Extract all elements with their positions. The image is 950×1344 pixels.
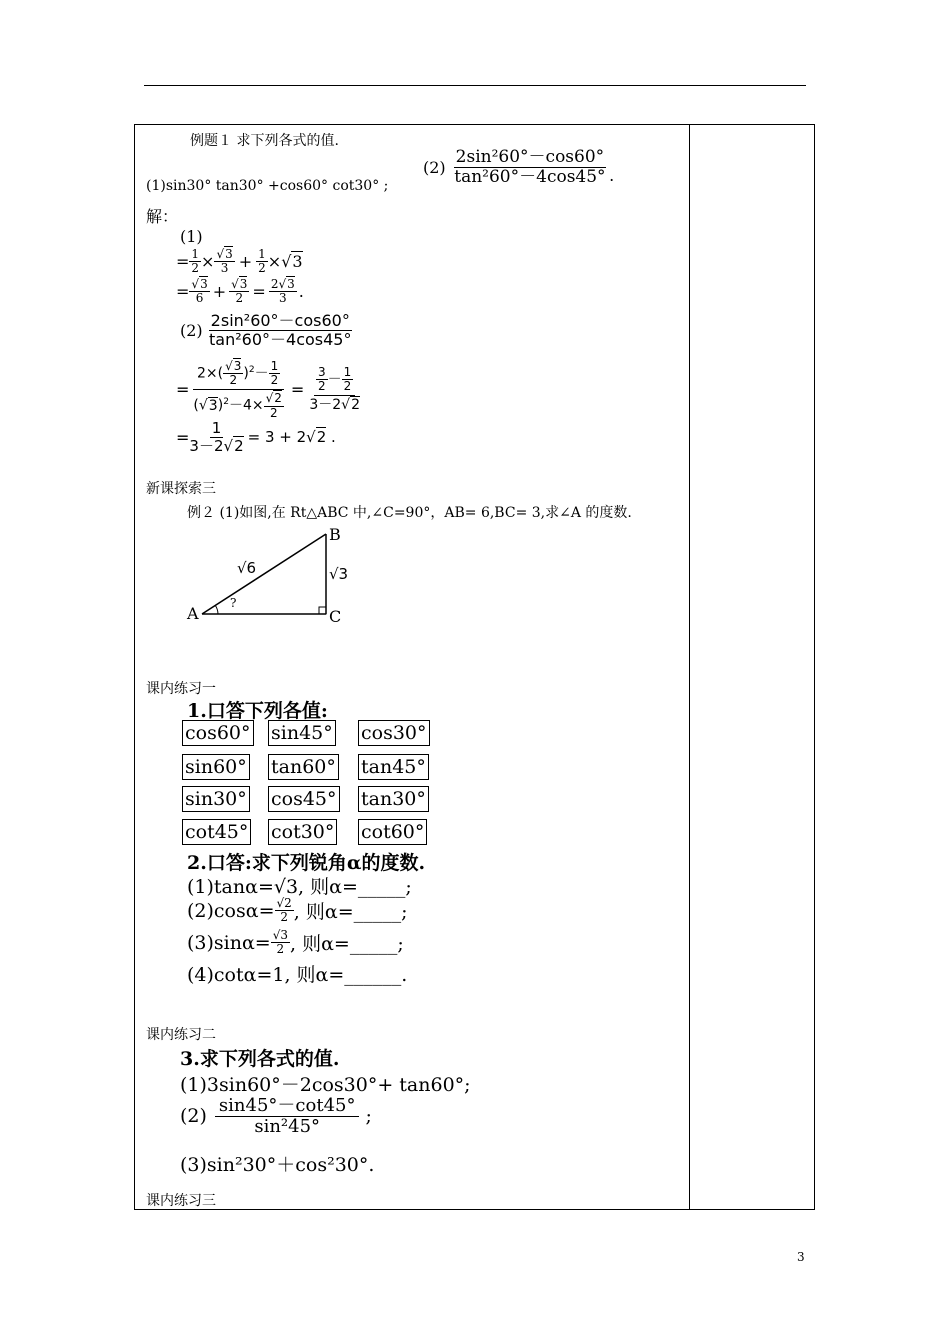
frac-a-denominator: $(√3)^2-4\times$ $\frac{√2}{2}$	[193, 391, 282, 420]
triangle-label-c: C	[329, 607, 342, 626]
sqrt3: √3	[281, 252, 303, 272]
fraction	[215, 1096, 360, 1137]
solution2-line2	[176, 420, 336, 454]
practice2-q3-3: (3)sin²30°＋cos²30°.	[180, 1154, 375, 1176]
frac-2sqrt3-3: $\frac{2√3}{3}$	[270, 277, 295, 306]
frac-b-denominator: 3－2√2	[309, 397, 360, 414]
period: .	[609, 165, 615, 185]
frac-b-numerator: $\frac{3}{2}$ － $\frac{1}{2}$	[314, 364, 355, 396]
solution2-line1	[176, 358, 362, 422]
triangle-label-a: A	[187, 604, 199, 623]
fraction-numerator: √2	[276, 896, 292, 910]
question-label: (2)	[180, 1105, 207, 1128]
page-number: 3	[797, 1250, 805, 1264]
solution2-header	[180, 312, 352, 348]
value-box: sin45°	[268, 720, 336, 746]
practice1-q1: 1.口答下列各值:	[187, 700, 328, 722]
question-suffix: , 则α=_____;	[290, 933, 404, 956]
practice1-q2-3	[187, 929, 404, 956]
value-box: sin60°	[182, 754, 250, 780]
practice2-title: 课内练习二	[146, 1027, 216, 1043]
equals: =	[176, 427, 190, 447]
equals: =	[176, 380, 190, 400]
practice1-q2-1: (1)tanα=√3, 则α=_____;	[187, 876, 412, 898]
value-box: cos30°	[358, 720, 430, 746]
explore3-title: 新课探索三	[146, 481, 216, 497]
right-angle-marker	[319, 607, 326, 614]
triangle-label-hyp: √6	[237, 559, 257, 577]
practice1-title: 课内练习一	[146, 681, 216, 697]
example1-part2	[423, 148, 614, 186]
frac-half: $\frac{1}{2}$	[191, 247, 200, 276]
value-box: tan30°	[358, 786, 429, 812]
times: ×	[201, 252, 215, 272]
fraction-denominator: sin²45°	[254, 1115, 321, 1137]
semicolon: ;	[365, 1105, 372, 1128]
triangle-label-b: B	[329, 525, 341, 544]
fraction-numerator: √3	[272, 928, 289, 942]
plus: +	[212, 282, 227, 302]
value-box: cos60°	[182, 720, 254, 746]
fraction-denominator: 3－2√2	[189, 436, 244, 455]
fraction-numerator: sin45°－cot45°	[215, 1096, 360, 1117]
equals: =	[252, 282, 266, 302]
fraction-denominator: 2	[276, 942, 285, 957]
fraction-numerator: 2sin²60°－cos60°	[210, 311, 350, 330]
solution2-result: = 3 + 2√2 .	[247, 428, 336, 446]
value-box: sin30°	[182, 786, 250, 812]
value-box: cot45°	[182, 819, 251, 845]
period: .	[298, 282, 304, 302]
solution1-label: (1)	[180, 227, 203, 246]
practice2-q3: 3.求下列各式的值.	[180, 1048, 340, 1070]
value-box: cot30°	[268, 819, 337, 845]
triangle-label-angle: ?	[230, 596, 237, 610]
angle-arc	[215, 605, 218, 614]
plus: +	[238, 252, 253, 272]
solution2-label: (2)	[180, 320, 203, 340]
equals: =	[290, 380, 305, 400]
value-box: cot60°	[358, 819, 427, 845]
triangle-label-side: √3	[329, 565, 349, 583]
practice1-q2-4: (4)cotα=1, 则α=______.	[187, 964, 408, 986]
equals: =	[176, 282, 190, 302]
hypotenuse-line	[202, 534, 326, 614]
fraction-denominator: tan²60°－4cos45°	[454, 166, 606, 187]
frac-half: $\frac{1}{2}$	[258, 247, 266, 276]
solution1-line2	[176, 278, 304, 305]
fraction	[271, 929, 290, 956]
example1-title: 例题１ 求下列各式的值.	[190, 133, 339, 149]
example2-text: 例２ (1)如图,在 Rt△ABC 中,∠C=90°，AB= 6,BC= 3,求∠A 的度数.	[187, 505, 632, 521]
header-rule	[144, 85, 806, 86]
frac-sqrt3-3: $\frac{√3}{3}$	[216, 247, 233, 276]
practice2-q3-1: (1)3sin60°－2cos30°+ tan60°;	[180, 1074, 471, 1096]
frac-a-numerator: 2×( $\frac{√3}{2}$ )$^2$－ $\frac{1}{2}$	[193, 358, 284, 390]
solution2-fraction	[209, 312, 352, 348]
fraction-denominator: 2	[280, 910, 288, 925]
question-suffix: , 则α=_____;	[293, 901, 408, 924]
solution-label: 解：	[146, 207, 179, 226]
value-box: tan60°	[268, 754, 339, 780]
question-prefix: (2)cosα=	[187, 899, 275, 922]
table-column-divider	[689, 124, 690, 1210]
fraction-denominator: tan²60°－4cos45°	[209, 329, 352, 349]
fraction-numerator: 2sin²60°－cos60°	[455, 147, 605, 167]
solution2-frac-c	[189, 420, 243, 454]
solution2-frac-a	[189, 358, 288, 422]
value-box: cos45°	[268, 786, 340, 812]
solution2-frac-b	[307, 364, 362, 416]
solution1-line1	[176, 248, 303, 275]
practice3-title: 课内练习三	[146, 1193, 216, 1209]
frac-sqrt3-2: $\frac{√3}{2}$	[231, 277, 248, 306]
example1-part2-label: (2)	[423, 157, 446, 177]
example1-part2-fraction	[454, 148, 606, 186]
value-box: tan45°	[358, 754, 429, 780]
practice1-q2-2	[187, 897, 408, 924]
practice1-q2: 2.口答:求下列锐角α的度数.	[187, 852, 426, 874]
fraction	[275, 897, 294, 924]
frac-sqrt3-6: $\frac{√3}{6}$	[191, 277, 208, 306]
question-prefix: (3)sinα=	[187, 931, 271, 954]
equals: =	[176, 252, 190, 272]
example1-part1: (1)sin30° tan30° +cos60° cot30° ;	[146, 178, 389, 194]
times: ×	[267, 252, 282, 272]
practice2-q3-2	[180, 1096, 372, 1137]
fraction-numerator: 1	[211, 419, 222, 437]
